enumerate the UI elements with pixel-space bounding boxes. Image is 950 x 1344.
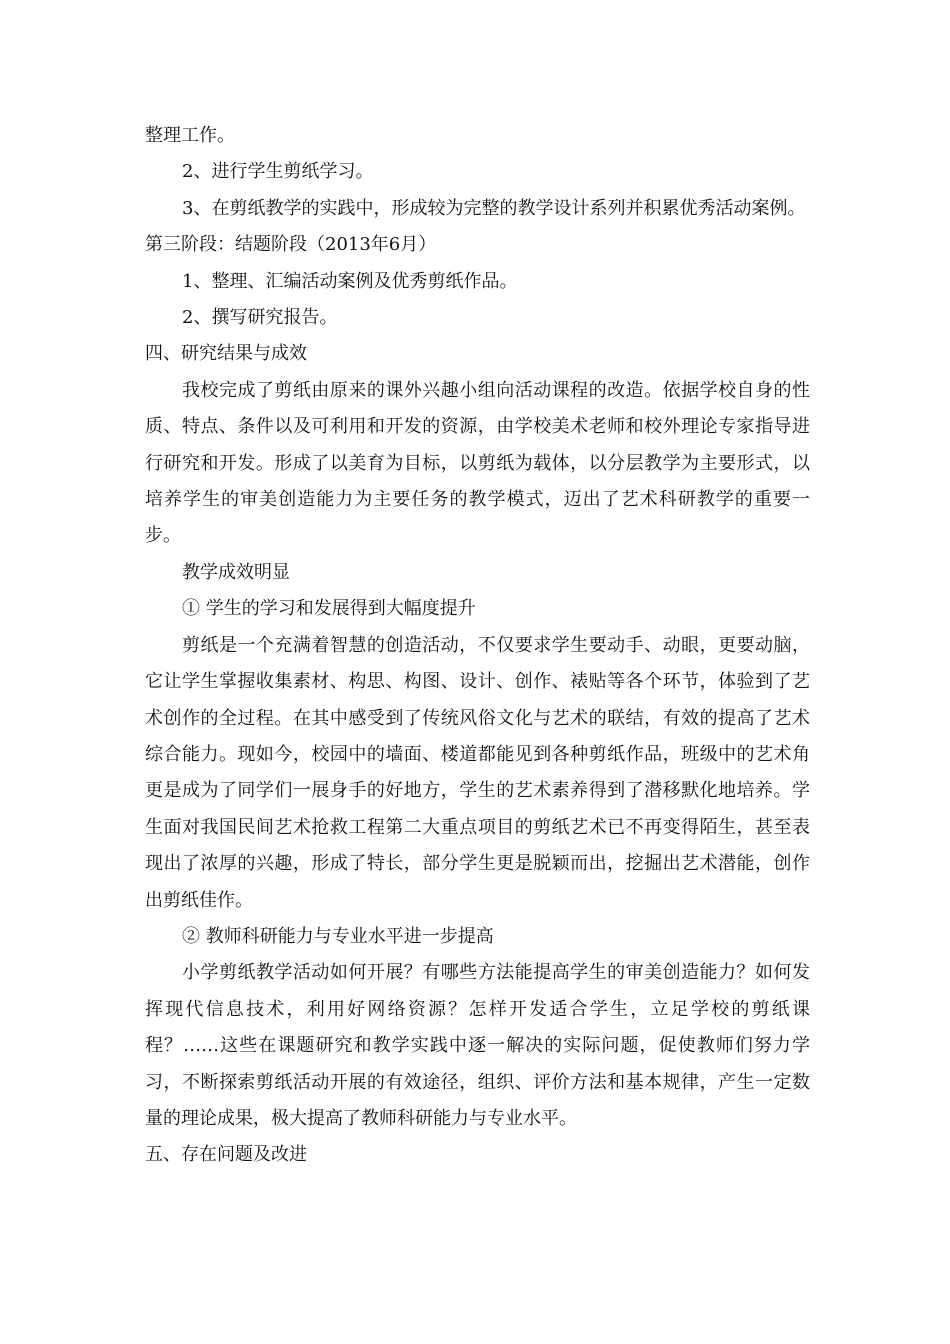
- stage-three-heading: 第三阶段：结题阶段（2013年6月）: [145, 234, 437, 256]
- student-development-paragraph: 剪纸是一个充满着智慧的创造活动，不仅要求学生要动手、动眼，更要动脑，它让学生掌握收集素材、构思、构图、设计、创作、裱贴等各个环节，体验到了艺术创作的全过程。在其中感受到了传统风俗文化与艺术的联结，有效的提高了艺术综合能力。现如今，校园中的墙面、楼道都能见到各种剪纸作品，班级中的艺术角更是成为了同学们一展身手的好地方，学生的艺术素养得到了潜移默化地培养。学生面对我国民间艺术抢救工程第二大重点项目的剪纸艺术已不再变得陌生，甚至表现出了浓厚的兴趣，形成了特长，部分学生更是脱颖而出，挖掘出艺术潜能，创作出剪纸佳作。: [145, 634, 810, 911]
- stage-three-item-1: 1、整理、汇编活动案例及优秀剪纸作品。: [182, 270, 518, 292]
- list-item-3: 3、在剪纸教学的实践中，形成较为完整的教学设计系列并积累优秀活动案例。: [182, 197, 806, 219]
- teacher-ability-paragraph: 小学剪纸教学活动如何开展？有哪些方法能提高学生的审美创造能力？如何发挥现代信息技术，利用好网络资源？怎样开发适合学生，立足学校的剪纸课程？……这些在课题研究和教学实践中逐一解决的实际问题，促使教师们努力学习，不断探索剪纸活动开展的有效途径，组织、评价方法和基本规律，产生一定数量的理论成果，极大提高了教师科研能力与专业水平。: [145, 962, 810, 1129]
- document-body: [145, 118, 810, 1174]
- section-five-heading: 五、存在问题及改进: [145, 1144, 307, 1166]
- section-four-intro-paragraph: 我校完成了剪纸由原来的课外兴趣小组向活动课程的改造。依据学校自身的性质、特点、条件以及可利用和开发的资源，由学校美术老师和校外理论专家指导进行研究和开发。形成了以美育为目标，以剪纸为载体，以分层教学为主要形式，以培养学生的审美创造能力为主要任务的教学模式，迈出了艺术科研教学的重要一步。: [145, 379, 810, 547]
- student-development-subheading: ① 学生的学习和发展得到大幅度提升: [182, 598, 476, 620]
- teaching-results-subheading: 教学成效明显: [182, 561, 290, 583]
- stage-three-item-2: 2、撰写研究报告。: [182, 307, 338, 329]
- paragraph-continuation: 整理工作。: [145, 125, 235, 146]
- list-item-2: 2、进行学生剪纸学习。: [182, 161, 374, 183]
- teacher-ability-subheading: ② 教师科研能力与专业水平进一步提高: [182, 925, 494, 947]
- section-four-heading: 四、研究结果与成效: [145, 343, 307, 365]
